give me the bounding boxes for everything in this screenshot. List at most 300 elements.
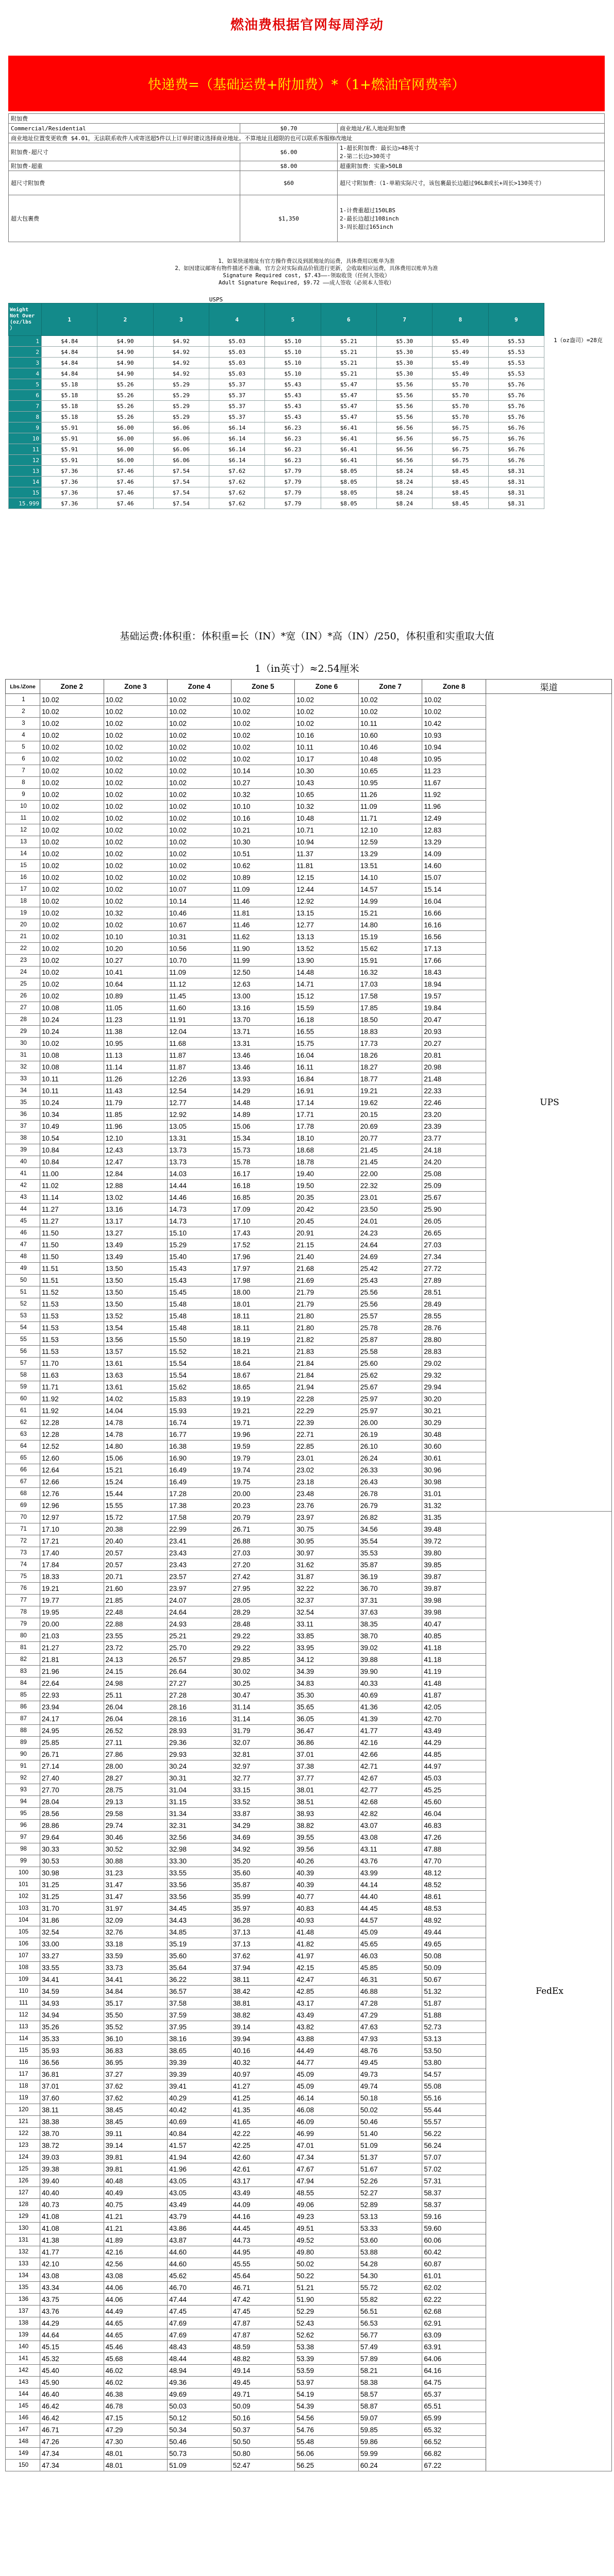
rate-cell: 41.21 — [104, 2223, 168, 2234]
rate-cell: 15.62 — [168, 1381, 231, 1393]
rate-cell: 31.70 — [40, 1903, 104, 1914]
rate-cell: 32.54 — [295, 1606, 359, 1618]
rate-cell: 11.63 — [40, 1369, 104, 1381]
rate-cell: 13.00 — [231, 990, 295, 1002]
rate-cell: 50.08 — [422, 1950, 486, 1962]
usps-rate-cell: $6.75 — [433, 433, 488, 444]
rate-cell: 21.96 — [40, 1666, 104, 1677]
rate-cell: 44.64 — [40, 2329, 104, 2341]
usps-rate-cell: $7.54 — [153, 477, 209, 487]
weight-cell: 129 — [6, 2211, 40, 2223]
rate-cell: 10.48 — [295, 812, 359, 824]
rate-cell: 10.02 — [104, 801, 168, 812]
rate-cell: 40.69 — [358, 1689, 422, 1701]
rate-cell: 46.71 — [40, 2424, 104, 2436]
usps-weight-cell: 15 — [9, 487, 42, 498]
rate-cell: 27.27 — [168, 1677, 231, 1689]
rate-cell: 36.22 — [168, 1974, 231, 1986]
weight-cell: 44 — [6, 1204, 40, 1215]
rate-cell: 44.97 — [422, 1760, 486, 1772]
usps-rate-cell: $6.76 — [488, 455, 544, 466]
rate-cell: 57.07 — [422, 2151, 486, 2163]
usps-zone-header: 3 — [153, 303, 209, 336]
usps-rate-cell: $7.46 — [97, 466, 153, 477]
rate-cell: 58.21 — [358, 2365, 422, 2377]
rate-cell: 53.33 — [358, 2223, 422, 2234]
rate-cell: 50.22 — [295, 2270, 359, 2282]
usps-rate-cell: $7.36 — [42, 498, 97, 509]
rate-cell: 12.63 — [231, 978, 295, 990]
weight-cell: 12 — [6, 824, 40, 836]
rate-cell: 52.26 — [358, 2175, 422, 2187]
usps-weight-cell: 6 — [9, 390, 42, 401]
rate-cell: 10.11 — [40, 1073, 104, 1085]
rate-cell: 10.02 — [104, 884, 168, 895]
rate-cell: 26.65 — [422, 1227, 486, 1239]
usps-row — [9, 455, 544, 466]
weight-cell: 50 — [6, 1275, 40, 1286]
rate-cell: 40.48 — [104, 2175, 168, 2187]
rate-cell: 39.40 — [40, 2175, 104, 2187]
rate-cell: 10.08 — [40, 1049, 104, 1061]
inch-conversion-note: 1（in英寸）≈2.54厘米 — [255, 663, 359, 674]
rate-cell: 33.55 — [168, 1867, 231, 1879]
rate-cell: 25.43 — [358, 1275, 422, 1286]
rate-cell: 58.37 — [422, 2199, 486, 2211]
rate-cell: 10.02 — [40, 694, 104, 706]
usps-rate-cell: $7.79 — [265, 466, 321, 477]
rate-cell: 10.65 — [295, 789, 359, 801]
rate-cell: 66.82 — [422, 2448, 486, 2460]
weight-cell: 18 — [6, 895, 40, 907]
rate-cell: 51.09 — [358, 2140, 422, 2151]
rate-cell: 23.01 — [295, 1452, 359, 1464]
rate-cell: 30.20 — [422, 1393, 486, 1405]
rate-cell: 38.38 — [40, 2116, 104, 2128]
usps-rate-cell: $5.37 — [209, 401, 264, 412]
weight-cell: 97 — [6, 1832, 40, 1843]
rate-cell: 36.05 — [295, 1713, 359, 1725]
rate-cell: 38.82 — [295, 1820, 359, 1832]
weight-cell: 108 — [6, 1962, 40, 1974]
rate-cell: 20.57 — [104, 1547, 168, 1559]
rate-cell: 11.00 — [40, 1168, 104, 1180]
weight-cell: 6 — [6, 753, 40, 765]
rate-cell: 32.07 — [231, 1737, 295, 1749]
rate-cell: 52.89 — [358, 2199, 422, 2211]
rate-cell: 17.40 — [40, 1547, 104, 1559]
rate-cell: 15.06 — [231, 1121, 295, 1132]
rate-cell: 17.09 — [231, 1204, 295, 1215]
rate-cell: 30.47 — [231, 1689, 295, 1701]
rate-cell: 41.25 — [231, 2092, 295, 2104]
rate-cell: 32.56 — [168, 1832, 231, 1843]
rate-cell: 25.62 — [358, 1369, 422, 1381]
surcharge-row — [9, 161, 605, 171]
rate-cell: 35.30 — [295, 1689, 359, 1701]
rate-cell: 32.54 — [40, 1926, 104, 1938]
rate-cell: 15.43 — [168, 1275, 231, 1286]
usps-rate-cell: $5.91 — [42, 455, 97, 466]
weight-cell: 138 — [6, 2317, 40, 2329]
usps-rate-cell: $5.43 — [265, 390, 321, 401]
rate-cell: 35.52 — [104, 2021, 168, 2033]
rate-cell: 10.02 — [40, 860, 104, 872]
rate-cell: 15.06 — [104, 1452, 168, 1464]
weight-cell: 67 — [6, 1476, 40, 1488]
rate-cell: 10.31 — [168, 931, 231, 943]
rate-cell: 10.56 — [168, 943, 231, 955]
rate-cell: 18.01 — [231, 1298, 295, 1310]
usps-rate-cell: $5.29 — [153, 412, 209, 422]
usps-rate-cell: $5.43 — [265, 401, 321, 412]
rate-cell: 46.88 — [358, 1986, 422, 1997]
rate-cell: 10.02 — [104, 765, 168, 777]
rate-cell: 24.20 — [422, 1156, 486, 1168]
rate-cell: 34.43 — [168, 1914, 231, 1926]
rate-cell: 10.02 — [104, 919, 168, 931]
usps-row — [9, 412, 544, 422]
rate-cell: 57.02 — [422, 2163, 486, 2175]
rate-cell: 16.55 — [295, 1026, 359, 1038]
weight-cell: 37 — [6, 1121, 40, 1132]
weight-cell: 57 — [6, 1358, 40, 1369]
rate-cell: 20.00 — [231, 1488, 295, 1500]
weight-cell: 88 — [6, 1725, 40, 1737]
rate-cell: 33.56 — [168, 1879, 231, 1891]
usps-rate-cell: $8.05 — [321, 466, 376, 477]
rate-cell: 20.15 — [358, 1109, 422, 1121]
rate-cell: 44.09 — [231, 2199, 295, 2211]
rate-cell: 10.02 — [168, 872, 231, 884]
rate-cell: 30.02 — [231, 1666, 295, 1677]
usps-rate-cell: $5.91 — [42, 444, 97, 455]
rate-cell: 29.58 — [104, 1808, 168, 1820]
rate-cell: 10.02 — [168, 753, 231, 765]
usps-weight-cell: 11 — [9, 444, 42, 455]
usps-row — [9, 477, 544, 487]
rate-cell: 23.43 — [168, 1559, 231, 1571]
rate-cell: 35.99 — [231, 1891, 295, 1903]
rate-cell: 25.78 — [358, 1322, 422, 1334]
rate-cell: 43.34 — [40, 2282, 104, 2294]
rate-cell: 10.02 — [168, 836, 231, 848]
rate-cell: 38.82 — [231, 2009, 295, 2021]
rate-cell: 13.73 — [168, 1156, 231, 1168]
rate-cell: 23.20 — [422, 1109, 486, 1121]
rate-cell: 10.94 — [295, 836, 359, 848]
channel-cell: FedEx — [486, 1512, 612, 2471]
rate-cell: 28.83 — [422, 1346, 486, 1358]
weight-cell: 39 — [6, 1144, 40, 1156]
rate-cell: 35.50 — [104, 2009, 168, 2021]
rate-cell: 53.13 — [358, 2211, 422, 2223]
rate-cell: 11.46 — [231, 919, 295, 931]
rate-cell: 10.02 — [231, 694, 295, 706]
rate-cell: 21.60 — [104, 1583, 168, 1595]
rate-cell: 15.10 — [168, 1227, 231, 1239]
usps-rate-cell: $7.62 — [209, 477, 264, 487]
rate-cell: 11.09 — [168, 967, 231, 978]
rate-cell: 36.47 — [295, 1725, 359, 1737]
rate-cell: 49.06 — [295, 2199, 359, 2211]
rate-cell: 15.48 — [168, 1298, 231, 1310]
weight-cell: 106 — [6, 1938, 40, 1950]
usps-weight-cell: 15.999 — [9, 498, 42, 509]
weight-cell: 112 — [6, 2009, 40, 2021]
usps-rate-cell: $4.84 — [42, 358, 97, 368]
rate-cell: 15.34 — [231, 1132, 295, 1144]
page-title: 燃油费根据官网每周浮动 — [230, 18, 384, 33]
rate-cell: 12.77 — [168, 1097, 231, 1109]
rate-cell: 10.02 — [40, 706, 104, 718]
rate-cell: 10.02 — [40, 931, 104, 943]
usps-rate-cell: $8.45 — [433, 487, 488, 498]
usps-rate-cell: $5.70 — [433, 412, 488, 422]
rate-cell: 40.40 — [40, 2187, 104, 2199]
usps-rate-cell: $6.23 — [265, 444, 321, 455]
rate-cell: 59.99 — [358, 2448, 422, 2460]
rate-cell: 20.79 — [231, 1512, 295, 1523]
rate-cell: 42.82 — [358, 1808, 422, 1820]
rate-cell: 14.73 — [168, 1204, 231, 1215]
rate-cell: 30.46 — [104, 1832, 168, 1843]
usps-rate-cell: $6.56 — [376, 455, 432, 466]
rate-cell: 11.53 — [40, 1346, 104, 1358]
rate-cell: 41.39 — [358, 1713, 422, 1725]
rate-cell: 43.99 — [358, 1867, 422, 1879]
rate-cell: 39.39 — [168, 2057, 231, 2069]
rate-cell: 13.52 — [295, 943, 359, 955]
rate-cell: 54.19 — [295, 2388, 359, 2400]
rate-cell: 50.80 — [231, 2448, 295, 2460]
rate-cell: 17.73 — [358, 1038, 422, 1049]
weight-cell: 91 — [6, 1760, 40, 1772]
rate-cell: 11.81 — [295, 860, 359, 872]
formula-text: 快递费=（基础运费+附加费）*（1+燃油官网费率） — [148, 77, 465, 93]
weight-cell: 49 — [6, 1263, 40, 1275]
rate-cell: 10.54 — [40, 1132, 104, 1144]
rate-cell: 50.50 — [231, 2436, 295, 2448]
rate-cell: 41.35 — [231, 2104, 295, 2116]
rate-cell: 17.85 — [358, 1002, 422, 1014]
usps-rate-cell: $4.90 — [97, 347, 153, 358]
rate-cell: 35.26 — [40, 2021, 104, 2033]
rate-cell: 17.10 — [40, 1523, 104, 1535]
usps-rate-cell: $7.54 — [153, 466, 209, 477]
rate-cell: 28.04 — [40, 1796, 104, 1808]
rate-cell: 21.82 — [295, 1334, 359, 1346]
rate-cell: 38.45 — [104, 2116, 168, 2128]
weight-cell: 103 — [6, 1903, 40, 1914]
rate-cell: 35.97 — [231, 1903, 295, 1914]
rate-cell: 10.08 — [40, 1002, 104, 1014]
rate-cell: 44.29 — [422, 1737, 486, 1749]
usps-rate-cell: $5.10 — [265, 358, 321, 368]
rate-cell: 11.12 — [168, 978, 231, 990]
rate-cell: 53.80 — [422, 2057, 486, 2069]
rate-cell: 34.83 — [295, 1677, 359, 1689]
usps-rate-cell: $6.23 — [265, 455, 321, 466]
rate-cell: 43.87 — [168, 2234, 231, 2246]
rate-cell: 11.13 — [104, 1049, 168, 1061]
weight-cell: 105 — [6, 1926, 40, 1938]
rate-cell: 41.57 — [168, 2140, 231, 2151]
rate-cell: 37.13 — [231, 1926, 295, 1938]
rate-cell: 24.69 — [358, 1251, 422, 1263]
rate-cell: 31.86 — [40, 1914, 104, 1926]
weight-cell: 43 — [6, 1192, 40, 1204]
rate-cell: 27.42 — [231, 1571, 295, 1583]
surcharge-cell: 商业地址位置变更收费 $4.01，无法联系收件人或寄送超5件以上订单时建议选择商业地址。不算地址且超限的也可以联系客服修改地址 — [9, 133, 605, 143]
rate-cell: 26.04 — [104, 1701, 168, 1713]
rate-cell: 10.02 — [168, 801, 231, 812]
usps-rate-cell: $8.45 — [433, 498, 488, 509]
rate-cell: 23.76 — [295, 1500, 359, 1512]
weight-cell: 19 — [6, 907, 40, 919]
usps-rate-cell: $5.70 — [433, 390, 488, 401]
usps-rate-cell: $5.03 — [209, 358, 264, 368]
rate-cell: 10.16 — [295, 730, 359, 741]
rate-cell: 43.76 — [358, 1855, 422, 1867]
rate-cell: 42.22 — [231, 2128, 295, 2140]
usps-rate-cell: $5.18 — [42, 412, 97, 422]
rate-cell: 41.08 — [40, 2223, 104, 2234]
rate-cell: 62.22 — [422, 2294, 486, 2306]
rate-cell: 47.45 — [231, 2306, 295, 2317]
rate-cell: 47.26 — [40, 2436, 104, 2448]
rate-cell: 46.42 — [40, 2412, 104, 2424]
rate-cell: 12.54 — [168, 1085, 231, 1097]
rate-cell: 26.79 — [358, 1500, 422, 1512]
rate-cell: 10.20 — [104, 943, 168, 955]
channel-header: 渠道 — [486, 680, 612, 694]
rate-cell: 19.40 — [295, 1168, 359, 1180]
rate-cell: 15.62 — [358, 943, 422, 955]
rate-cell: 50.46 — [168, 2436, 231, 2448]
rate-cell: 25.56 — [358, 1298, 422, 1310]
rate-cell: 12.28 — [40, 1429, 104, 1440]
rate-cell: 34.69 — [231, 1832, 295, 1843]
rate-cell: 10.41 — [104, 967, 168, 978]
rate-cell: 48.44 — [168, 2353, 231, 2365]
rate-cell: 10.34 — [40, 1109, 104, 1121]
rate-cell: 19.95 — [40, 1606, 104, 1618]
rate-cell: 44.60 — [168, 2246, 231, 2258]
rate-cell: 25.56 — [358, 1286, 422, 1298]
rate-cell: 25.11 — [104, 1689, 168, 1701]
rate-cell: 48.59 — [231, 2341, 295, 2353]
usps-rate-cell: $6.23 — [265, 422, 321, 433]
rate-cell: 27.28 — [168, 1689, 231, 1701]
rate-cell: 18.94 — [422, 978, 486, 990]
rate-cell: 30.24 — [168, 1760, 231, 1772]
weight-cell: 146 — [6, 2412, 40, 2424]
rate-cell: 50.03 — [168, 2400, 231, 2412]
rate-cell: 31.47 — [104, 1879, 168, 1891]
rate-cell: 43.88 — [295, 2033, 359, 2045]
surcharge-header: 附加费 — [9, 114, 605, 124]
weight-cell: 40 — [6, 1156, 40, 1168]
rate-cell: 17.52 — [231, 1239, 295, 1251]
usps-rate-cell: $5.49 — [433, 368, 488, 379]
rate-cell: 12.77 — [295, 919, 359, 931]
usps-zone-header: 6 — [321, 303, 376, 336]
weight-cell: 47 — [6, 1239, 40, 1251]
rate-cell: 10.02 — [40, 753, 104, 765]
weight-cell: 131 — [6, 2234, 40, 2246]
rate-cell: 15.83 — [168, 1393, 231, 1405]
weight-cell: 102 — [6, 1891, 40, 1903]
rate-cell: 13.70 — [231, 1014, 295, 1026]
rate-cell: 11.92 — [40, 1405, 104, 1417]
usps-rate-cell: $8.31 — [488, 477, 544, 487]
weight-cell: 17 — [6, 884, 40, 895]
rate-cell: 51.40 — [358, 2128, 422, 2140]
usps-rate-cell: $7.46 — [97, 498, 153, 509]
rate-cell: 40.49 — [104, 2187, 168, 2199]
rate-cell: 11.43 — [104, 1085, 168, 1097]
usps-rate-cell: $5.91 — [42, 422, 97, 433]
rate-cell: 12.92 — [168, 1109, 231, 1121]
rate-cell: 11.02 — [40, 1180, 104, 1192]
rate-cell: 43.49 — [231, 2187, 295, 2199]
usps-row — [9, 379, 544, 390]
rate-cell: 29.85 — [231, 1654, 295, 1666]
usps-rate-cell: $8.31 — [488, 487, 544, 498]
rate-cell: 12.52 — [40, 1440, 104, 1452]
rate-cell: 17.98 — [231, 1275, 295, 1286]
rate-cell: 38.93 — [295, 1808, 359, 1820]
rate-cell: 22.29 — [295, 1405, 359, 1417]
rate-cell: 34.29 — [231, 1820, 295, 1832]
weight-cell: 74 — [6, 1559, 40, 1571]
rate-cell: 14.03 — [168, 1168, 231, 1180]
weight-cell: 132 — [6, 2246, 40, 2258]
rate-cell: 16.16 — [422, 919, 486, 931]
rate-cell: 60.06 — [422, 2234, 486, 2246]
weight-cell: 123 — [6, 2140, 40, 2151]
rate-cell: 37.77 — [295, 1772, 359, 1784]
rate-cell: 48.53 — [422, 1903, 486, 1914]
rate-cell: 27.03 — [422, 1239, 486, 1251]
rate-cell: 38.42 — [231, 1986, 295, 1997]
rate-cell: 11.71 — [40, 1381, 104, 1393]
rate-cell: 18.00 — [231, 1286, 295, 1298]
usps-weight-cell: 1 — [9, 336, 42, 347]
rate-cell: 35.19 — [168, 1938, 231, 1950]
rate-cell: 55.48 — [295, 2436, 359, 2448]
rate-cell: 46.99 — [295, 2128, 359, 2140]
rate-cell: 57.49 — [358, 2341, 422, 2353]
rate-cell: 10.30 — [295, 765, 359, 777]
usps-rate-cell: $6.06 — [153, 444, 209, 455]
usps-rate-cell: $5.76 — [488, 390, 544, 401]
rate-cell: 52.29 — [295, 2306, 359, 2317]
rate-cell: 35.65 — [295, 1701, 359, 1713]
rate-cell: 61.01 — [422, 2270, 486, 2282]
rate-cell: 20.27 — [422, 1038, 486, 1049]
rate-cell: 16.32 — [358, 967, 422, 978]
rate-cell: 31.62 — [295, 1559, 359, 1571]
rate-cell: 11.96 — [422, 801, 486, 812]
zone-header: Zone 3 — [104, 680, 168, 694]
rate-cell: 10.02 — [104, 753, 168, 765]
rate-cell: 20.71 — [104, 1571, 168, 1583]
rate-cell: 37.38 — [295, 1760, 359, 1772]
rate-cell: 26.19 — [358, 1429, 422, 1440]
zone-rate-table — [5, 679, 612, 2471]
